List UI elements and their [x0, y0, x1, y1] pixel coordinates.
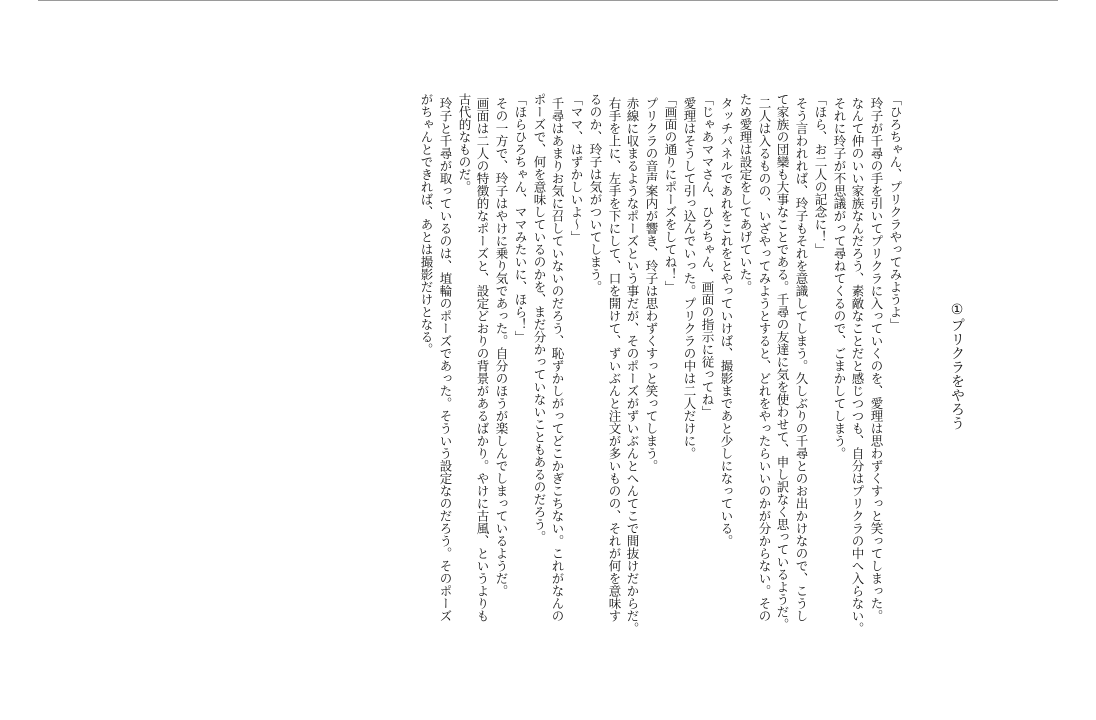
text-line: 古代的なものだ。 [457, 93, 472, 193]
top-divider [38, 0, 1058, 1]
text-line: その一方で、玲子はやけに乗り気であった。自分のほうが楽しんでしまっているようだ。 [494, 97, 509, 597]
text-line: 右手を上に、左手を下にして、口を開けて、ずいぶんと注文が多いものの、それが何を意味す [607, 97, 622, 622]
text-line: 「ほら、お二人の記念に！」 [813, 93, 828, 256]
text-line: 「ママ、はずかしいよ〜」 [569, 93, 584, 243]
text-line: 「ひろちゃん、プリクラやってみようよ」 [888, 93, 903, 331]
text-line: ポーズで、何を意味しているのかを、まだ分かっていないこともあるのだろう。 [532, 93, 547, 543]
text-line: 赤線に収まるようなポーズという事だが、そのポーズがずいぶんとへんてこで間抜けだからだ。 [625, 97, 640, 635]
text-line: 「ほらひろちゃん、ママみたいに、ほら！」 [513, 93, 528, 343]
text-line: るのか、玲子は気がついてしまう。 [588, 93, 603, 293]
text-line: 「じゃあママさん、ひろちゃん、画面の指示に従ってね」 [700, 93, 715, 418]
text-line: 千尋はあまりお気に召していないのだろう、恥ずかしがってどこかぎこちない。これがなんの [550, 97, 565, 622]
text-line: て家族の団欒も大事なことである。千尋の友達に気を使わせて、申し訳なく思っているようだ。 [775, 93, 790, 631]
text-line: それに玲子が不思議がって尋ねてくるので、ごまかしてしまう。 [832, 97, 847, 460]
text-line: 二人は入るものの、いざやってみようとすると、どれをやったらいいのかが分からない。その [757, 97, 772, 622]
text-line: 玲子が千尋の手を引いてプリクラに入っていくのを、愛理は思わずくすっと笑ってしまった。 [869, 97, 884, 622]
text-line: プリクラの音声案内が響き、玲子は思わずくすっと笑ってしまう。 [644, 97, 659, 472]
text-line: がちゃんとできれば、あとは撮影だけとなる。 [419, 93, 434, 356]
chapter-heading: ①プリクラをやろう [949, 302, 965, 430]
text-line: 玲子と千尋が取っているのは、埴輪のポーズであった。そういう設定なのだろう。そのポーズ [438, 97, 453, 622]
text-line: そう言われれば、玲子もそれを意識してしまう。久しぶりの千尋とのお出かけなので、こうし [794, 97, 809, 622]
text-line: 愛理はそうして引っ込んでいった。プリクラの中は二人だけに。 [682, 97, 697, 460]
text-line: タッチパネルであれをこれをとやっていけば、撮影まであと少しになっている。 [719, 97, 734, 547]
text-line: 「画面の通りにポーズをしてね！」 [663, 93, 678, 293]
text-line: なんて仲のいい家族なんだろう、素敵なことだと感じつつも、自分はプリクラの中へ入らない。 [850, 97, 865, 635]
text-line: ため愛理は設定をしてあげていた。 [738, 93, 753, 293]
text-line: 画面は二人の特徴的なポーズと、設定どおりの背景があるばかり。やけに古風、というよりも [475, 97, 490, 622]
